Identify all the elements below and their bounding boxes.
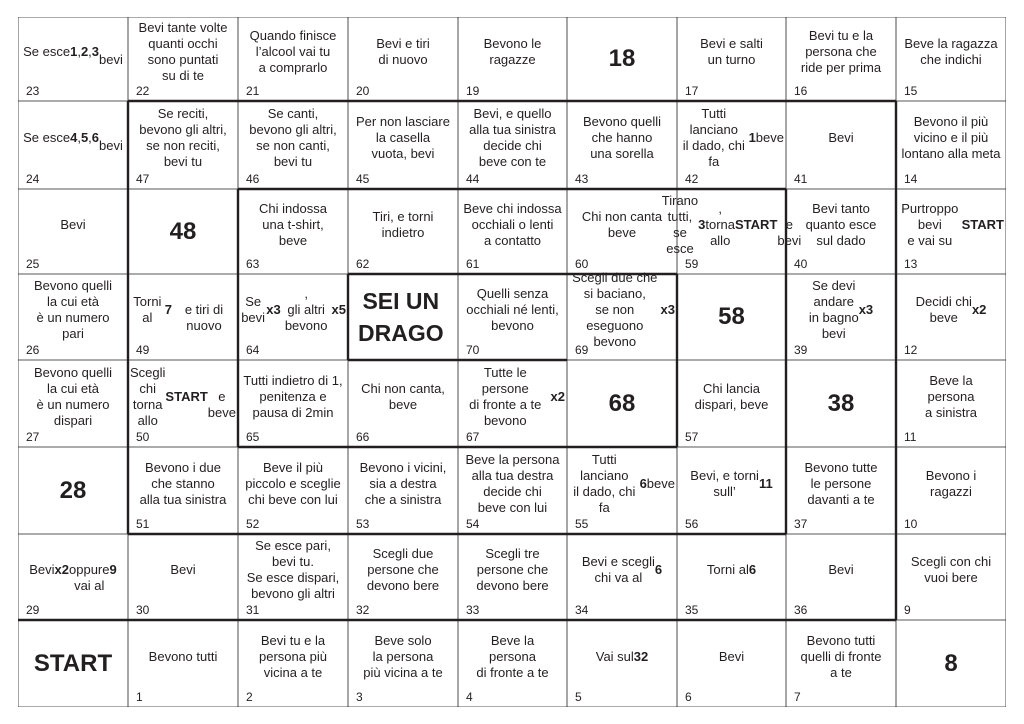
board-cell-6 <box>677 620 786 707</box>
cell-number: 25 <box>26 257 40 271</box>
board-cell-66 <box>348 360 458 447</box>
cell-instruction: Tirano tutti, se esce 3 , torna allo START e bevi <box>661 192 802 256</box>
board-cell-10 <box>896 447 1006 534</box>
cell-instruction: Chi lancia dispari, beve <box>694 380 769 412</box>
cell-number: 64 <box>246 343 260 357</box>
cell-number: 34 <box>575 603 589 617</box>
cell-number: 53 <box>356 517 370 531</box>
board-cell-4 <box>458 620 567 707</box>
cell-number: 56 <box>685 517 699 531</box>
cell-number: 11 <box>904 430 917 444</box>
cell-number: 61 <box>466 257 480 271</box>
cell-instruction: Bevono tutti quelli di fronte a te <box>800 632 882 680</box>
cell-big-label: 48 <box>169 217 197 245</box>
board-cell-28 <box>18 447 128 534</box>
cell-number: 15 <box>904 84 918 98</box>
board-cell-42 <box>677 101 786 189</box>
board-cell-21 <box>238 17 348 101</box>
board-cell-31 <box>238 534 348 620</box>
board-cell-62 <box>348 189 458 274</box>
board-cell-52 <box>238 447 348 534</box>
cell-instruction: Tutti lanciano il dado, chi fa 6 beve <box>573 451 675 515</box>
cell-number: 12 <box>904 343 918 357</box>
board-cell-55 <box>567 447 677 534</box>
cell-instruction: Chi non canta, beve <box>361 380 445 412</box>
board-cell-60 <box>567 189 677 274</box>
board-cell-46 <box>238 101 348 189</box>
board-cell-67 <box>458 360 567 447</box>
cell-instruction: Beve il più piccolo e sceglie chi beve con lui <box>245 459 341 507</box>
cell-instruction: Tutte le persone di fronte a te bevono x2 <box>469 364 565 428</box>
cell-instruction: Bevi tu e la persona più vicina a te <box>259 632 327 680</box>
board-cell-23 <box>18 17 128 101</box>
board-cell-49 <box>128 274 238 360</box>
cell-number: 9 <box>904 603 911 617</box>
cell-instruction: Purtroppo bevi e vai su START <box>901 200 1004 248</box>
cell-number: 59 <box>685 257 699 271</box>
cell-instruction: Torni al 6 <box>706 562 757 577</box>
cell-number: 41 <box>794 172 808 186</box>
cell-number: 52 <box>246 517 260 531</box>
board-cell-70 <box>458 274 567 360</box>
board-cell-48 <box>128 189 238 274</box>
board-cell-19 <box>458 17 567 101</box>
cell-number: 36 <box>794 603 808 617</box>
cell-instruction: Bevi tu e la persona che ride per prima <box>800 28 882 75</box>
cell-number: 21 <box>246 84 260 98</box>
board-cell-39 <box>786 274 896 360</box>
board-cell-2 <box>238 620 348 707</box>
cell-number: 43 <box>575 172 589 186</box>
cell-number: 63 <box>246 257 260 271</box>
cell-instruction: Bevi tanto quanto esce sul dado <box>805 200 877 248</box>
cell-instruction: Se canti, bevono gli altri, se non canti, bevi tu <box>249 106 337 169</box>
board-cell-11 <box>896 360 1006 447</box>
board-cell-29 <box>18 534 128 620</box>
cell-instruction: Bevi e tiri di nuovo <box>376 36 430 67</box>
board-cell-45 <box>348 101 458 189</box>
cell-number: 49 <box>136 343 150 357</box>
cell-instruction: Beve solo la persona più vicina a te <box>363 632 443 680</box>
cell-number: 45 <box>356 172 370 186</box>
board-cell-63 <box>238 189 348 274</box>
cell-number: 4 <box>466 690 473 704</box>
board-cell-44 <box>458 101 567 189</box>
cell-instruction: Bevono quelli la cui età è un numero dispari <box>33 364 113 428</box>
board-cell-18 <box>567 17 677 101</box>
cell-instruction: Scegli tre persone che devono bere <box>476 546 549 593</box>
cell-number: 65 <box>246 430 260 444</box>
cell-instruction: Bevi <box>828 562 854 577</box>
board-cell-34 <box>567 534 677 620</box>
cell-number: 55 <box>575 517 589 531</box>
cell-instruction: Bevi <box>718 648 745 664</box>
cell-big-label: 8 <box>944 649 958 677</box>
cell-number: 6 <box>685 690 692 704</box>
cell-big-label: START <box>33 649 113 677</box>
board-cell-sei-un-drago <box>348 274 458 360</box>
board-cell-25 <box>18 189 128 274</box>
cell-big-label: 58 <box>718 303 745 330</box>
board-cell-14 <box>896 101 1006 189</box>
cell-instruction: Bevi tante volte quanti occhi sono puntati su di te <box>138 20 228 83</box>
cell-number: 67 <box>466 430 480 444</box>
cell-instruction: Vai sul 32 <box>595 648 649 664</box>
board-cell-50 <box>128 360 238 447</box>
board-cell-26 <box>18 274 128 360</box>
board-cell-8 <box>896 620 1006 707</box>
cell-instruction: Se esce pari, bevi tu. Se esce dispari, bevono gli altri <box>246 538 340 601</box>
cell-number: 40 <box>794 257 808 271</box>
cell-number: 24 <box>26 172 40 186</box>
board-cell-12 <box>896 274 1006 360</box>
cell-instruction: Se esce 4 , 5 , 6 bevi <box>23 130 123 153</box>
board-cell-start <box>18 620 128 707</box>
cell-instruction: Quando finisce l’alcool vai tu a comprarlo <box>249 28 337 75</box>
cell-number: 29 <box>26 603 40 617</box>
cell-number: 66 <box>356 430 370 444</box>
board-cell-32 <box>348 534 458 620</box>
cell-number: 51 <box>136 517 150 531</box>
cell-instruction: Bevi x2 oppure vai al 9 <box>29 562 117 593</box>
board-cell-56 <box>677 447 786 534</box>
cell-instruction: Torni al 7 e tiri di nuovo <box>133 294 224 333</box>
cell-instruction: Tutti indietro di 1, penitenza e pausa di 2min <box>243 372 343 420</box>
board-cell-65 <box>238 360 348 447</box>
cell-number: 13 <box>904 257 918 271</box>
cell-instruction: Se bevi x3 , gli altri bevono x5 <box>241 286 346 333</box>
cell-number: 47 <box>136 172 150 186</box>
cell-number: 37 <box>794 517 808 531</box>
board-cell-61 <box>458 189 567 274</box>
cell-number: 31 <box>246 603 260 617</box>
cell-instruction: Bevi, e torni sull’ 11 <box>690 467 773 499</box>
board-cell-20 <box>348 17 458 101</box>
cell-number: 27 <box>26 430 40 444</box>
cell-number: 26 <box>26 343 40 357</box>
cell-number: 44 <box>466 172 480 186</box>
board-cell-64 <box>238 274 348 360</box>
cell-instruction: Beve la ragazza che indichi <box>904 36 998 67</box>
cell-big-label: 68 <box>608 389 636 417</box>
cell-instruction: Bevono il più vicino e il più lontano alla meta <box>901 114 1001 161</box>
cell-number: 14 <box>904 172 918 186</box>
cell-instruction: Quelli senza occhiali né lenti, bevono <box>466 286 559 333</box>
cell-number: 22 <box>136 84 150 98</box>
cell-number: 70 <box>466 343 480 357</box>
board-cell-16 <box>786 17 896 101</box>
cell-instruction: Bevi, e quello alla tua sinistra decide chi beve con te <box>469 106 556 169</box>
board-cell-51 <box>128 447 238 534</box>
cell-number: 23 <box>26 84 40 98</box>
board-cell-43 <box>567 101 677 189</box>
cell-instruction: Se reciti, bevono gli altri, se non reciti, bevi tu <box>139 106 227 169</box>
cell-instruction: Se devi andare in bagno bevi x3 <box>808 278 874 341</box>
cell-instruction: Bevono quelli la cui età è un numero pari <box>33 278 113 341</box>
cell-instruction: Chi indossa una t-shirt, beve <box>259 200 327 248</box>
board-cell-37 <box>786 447 896 534</box>
cell-instruction: Bevi <box>170 562 196 577</box>
cell-number: 30 <box>136 603 150 617</box>
cell-number: 33 <box>466 603 480 617</box>
board-cell-69 <box>567 270 677 360</box>
cell-number: 32 <box>356 603 370 617</box>
cell-number: 69 <box>575 343 589 357</box>
cell-instruction: Decidi chi beve x2 <box>915 294 987 325</box>
cell-instruction: Beve la persona di fronte a te <box>476 632 549 680</box>
cell-number: 20 <box>356 84 370 98</box>
game-board <box>18 17 1006 707</box>
board-cell-13 <box>896 189 1006 274</box>
cell-number: 10 <box>904 517 918 531</box>
board-cell-24 <box>18 101 128 189</box>
cell-big-label: 38 <box>827 389 855 417</box>
board-cell-3 <box>348 620 458 707</box>
center-title: SEI UN DRAGO <box>358 288 444 346</box>
cell-instruction: Se esce 1 , 2 , 3 bevi <box>23 44 123 67</box>
board-cell-1 <box>128 620 238 707</box>
cell-instruction: Chi non canta beve <box>581 208 663 240</box>
cell-instruction: Tutti lanciano il dado, chi fa 1 beve <box>682 106 784 169</box>
board-cell-54 <box>458 447 567 534</box>
cell-instruction: Bevi e salti un turno <box>700 36 763 67</box>
board-cell-22 <box>128 17 238 101</box>
cell-number: 16 <box>794 84 808 98</box>
board-cell-40 <box>786 189 896 274</box>
cell-number: 1 <box>136 690 143 704</box>
cell-number: 39 <box>794 343 808 357</box>
cell-number: 35 <box>685 603 699 617</box>
cell-instruction: Bevono i due che stanno alla tua sinistra <box>139 459 227 507</box>
board-cell-53 <box>348 447 458 534</box>
board-cell-15 <box>896 17 1006 101</box>
cell-number: 54 <box>466 517 480 531</box>
cell-instruction: Beve chi indossa occhiali o lenti a contatto <box>463 200 562 248</box>
board-cell-7 <box>786 620 896 707</box>
cell-instruction: Tiri, e torni indietro <box>372 208 434 240</box>
board-cell-68 <box>567 360 677 447</box>
board-cell-5 <box>567 620 677 707</box>
cell-instruction: Per non lasciare la casella vuota, bevi <box>356 114 450 161</box>
board-cell-58 <box>677 274 786 360</box>
cell-instruction: Beve la persona alla tua destra decide chi beve con lui <box>465 451 560 515</box>
cell-instruction: Bevono i vicini, sia a destra che a sinistra <box>359 459 447 507</box>
board-cell-41 <box>786 101 896 189</box>
cell-number: 42 <box>685 172 699 186</box>
cell-number: 2 <box>246 690 253 704</box>
board-cell-27 <box>18 360 128 447</box>
cell-instruction: Bevi <box>60 216 86 232</box>
cell-number: 62 <box>356 257 370 271</box>
cell-number: 7 <box>794 690 801 704</box>
board-cell-17 <box>677 17 786 101</box>
board-cell-30 <box>128 534 238 620</box>
cell-big-label: 18 <box>608 45 636 72</box>
cell-number: 46 <box>246 172 260 186</box>
board-cell-47 <box>128 101 238 189</box>
cell-number: 5 <box>575 690 582 704</box>
cell-instruction: Scegli con chi vuoi bere <box>910 554 992 585</box>
cell-instruction: Bevono tutte le persone davanti a te <box>804 459 878 507</box>
board-cell-33 <box>458 534 567 620</box>
cell-number: 60 <box>575 257 589 271</box>
cell-instruction: Scegli due che si baciano, se non eseguono bevono x3 <box>572 270 675 349</box>
cell-instruction: Bevono i ragazzi <box>925 467 977 499</box>
cell-instruction: Scegli chi torna allo START e beve <box>130 364 236 428</box>
cell-instruction: Scegli due persone che devono bere <box>366 546 440 593</box>
board-cell-57 <box>677 360 786 447</box>
cell-instruction: Bevono quelli che hanno una sorella <box>582 114 662 161</box>
cell-instruction: Bevi e scegli chi va al 6 <box>581 554 663 585</box>
cell-number: 17 <box>685 84 699 98</box>
board-cell-36 <box>786 534 896 620</box>
board-cell-35 <box>677 534 786 620</box>
board-cell-38 <box>786 360 896 447</box>
cell-number: 57 <box>685 430 699 444</box>
cell-number: 50 <box>136 430 150 444</box>
cell-big-label: 28 <box>59 476 87 504</box>
cell-instruction: Beve la persona a sinistra <box>924 372 978 420</box>
cell-number: 19 <box>466 84 480 98</box>
cell-instruction: Bevono tutti <box>148 648 218 664</box>
board-cell-9 <box>896 534 1006 620</box>
cell-number: 3 <box>356 690 363 704</box>
cell-instruction: Bevi <box>828 130 854 145</box>
cell-instruction: Bevono le ragazze <box>483 36 542 67</box>
